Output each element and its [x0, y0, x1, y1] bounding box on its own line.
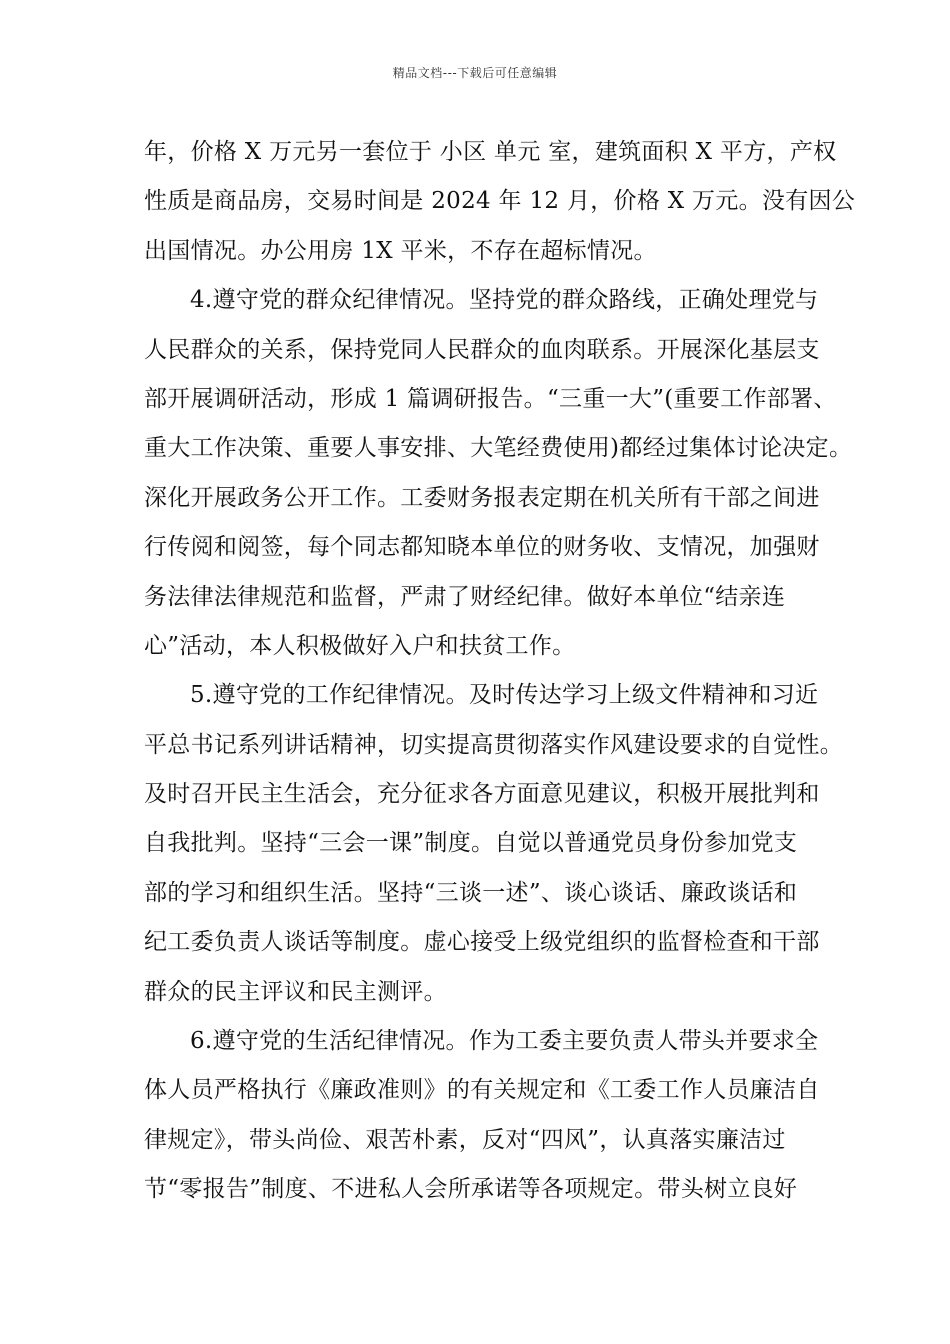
text-line: 自我批判。坚持“三会一课”制度。自觉以普通党员身份参加党支: [144, 830, 798, 857]
text-line: 节“零报告”制度、不进私人会所承诺等各项规定。带头树立良好: [144, 1176, 798, 1203]
text-line: 5.遵守党的工作纪律情况。及时传达学习上级文件精神和习近: [190, 682, 819, 709]
paragraph: [144, 280, 853, 675]
text-line: 人民群众的关系，保持党同人民群众的血肉联系。开展深化基层支: [144, 336, 820, 363]
text-line: 心”活动，本人积极做好入户和扶贫工作。: [144, 632, 576, 659]
text-line: 纪工委负责人谈话等制度。虚心接受上级党组织的监督检查和干部: [144, 929, 820, 956]
text-line: 律规定》，带头尚俭、艰苦朴素，反对“四风”，认真落实廉洁过: [144, 1126, 786, 1153]
text-line: 行传阅和阅签，每个同志都知晓本单位的财务收、支情况，加强财: [144, 534, 820, 561]
document-body: [144, 132, 856, 1219]
text-line: 年，价格 X 万元另一套位于 小区 单元 室，建筑面积 X 平方，产权: [144, 139, 837, 165]
text-line: 务法律法律规范和监督，严肃了财经纪律。做好本单位“结亲连: [144, 583, 786, 610]
text-line: 出国情况。办公用房 1X 平米，不存在超标情况。: [144, 237, 657, 264]
text-line: 4.遵守党的群众纪律情况。坚持党的群众路线，正确处理党与: [190, 287, 819, 314]
text-line: 深化开展政务公开工作。工委财务报表定期在机关所有干部之间进: [144, 484, 820, 511]
text-line: 重大工作决策、重要人事安排、大笔经费使用)都经过集体讨论决定。: [144, 435, 853, 462]
text-line: 6.遵守党的生活纪律情况。作为工委主要负责人带头并要求全: [190, 1028, 819, 1055]
text-line: 群众的民主评议和民主测评。: [144, 978, 447, 1005]
paragraph: [144, 675, 843, 1021]
page-header: 精品文档---下载后可任意编辑: [392, 66, 558, 80]
paragraph: [144, 1021, 824, 1219]
text-line: 平总书记系列讲话精神，切实提高贯彻落实作风建设要求的自觉性。: [144, 731, 843, 758]
paragraph: [144, 132, 856, 280]
text-line: 及时召开民主生活会，充分征求各方面意见建议，积极开展批判和: [144, 781, 820, 808]
text-line: 部的学习和组织生活。坚持“三谈一述”、谈心谈话、廉政谈话和: [144, 879, 798, 906]
text-line: 性质是商品房，交易时间是 2024 年 12 月，价格 X 万元。没有因公: [144, 188, 856, 215]
text-line: 体人员严格执行《廉政准则》的有关规定和《工委工作人员廉洁自: [144, 1077, 820, 1104]
text-line: 部开展调研活动，形成 1 篇调研报告。“三重一大”(重要工作部署、: [144, 385, 837, 412]
